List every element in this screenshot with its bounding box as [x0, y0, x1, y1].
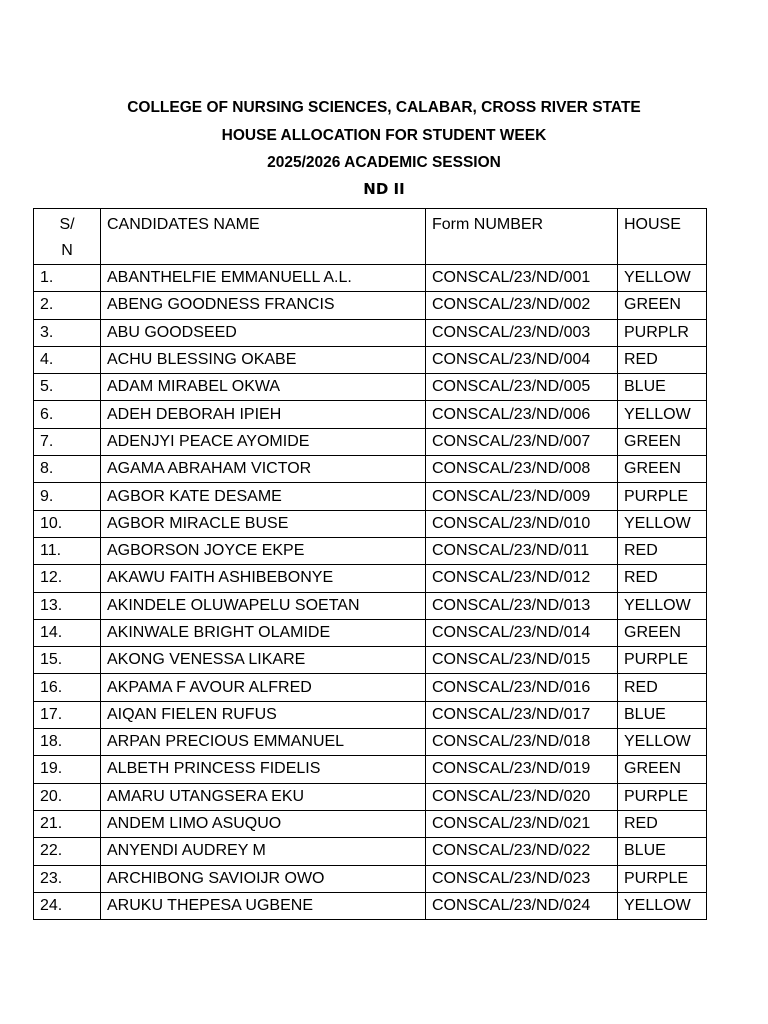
- cell-candidate-name: ARCHIBONG SAVIOIJR OWO: [101, 865, 426, 892]
- cell-form-number: CONSCAL/23/ND/003: [426, 319, 618, 346]
- table-row: [34, 647, 707, 674]
- cell-sn: 24.: [34, 892, 101, 919]
- cell-house: RED: [618, 810, 707, 837]
- cell-candidate-name: ADAM MIRABEL OKWA: [101, 374, 426, 401]
- cell-sn: 10.: [34, 510, 101, 537]
- cell-sn: 8.: [34, 456, 101, 483]
- table-row: [34, 729, 707, 756]
- cell-form-number: CONSCAL/23/ND/007: [426, 428, 618, 455]
- cell-candidate-name: ALBETH PRINCESS FIDELIS: [101, 756, 426, 783]
- cell-form-number: CONSCAL/23/ND/010: [426, 510, 618, 537]
- cell-sn: 4.: [34, 346, 101, 373]
- cell-house: YELLOW: [618, 510, 707, 537]
- table-row: [34, 292, 707, 319]
- table-row: [34, 701, 707, 728]
- cell-sn: 11.: [34, 537, 101, 564]
- cell-house: YELLOW: [618, 592, 707, 619]
- cell-house: RED: [618, 674, 707, 701]
- cell-house: PURPLR: [618, 319, 707, 346]
- cell-sn: 18.: [34, 729, 101, 756]
- table-header: [34, 209, 707, 265]
- table-row: [34, 401, 707, 428]
- cell-house: YELLOW: [618, 265, 707, 292]
- cell-house: RED: [618, 346, 707, 373]
- cell-candidate-name: AKINDELE OLUWAPELU SOETAN: [101, 592, 426, 619]
- cell-form-number: CONSCAL/23/ND/005: [426, 374, 618, 401]
- cell-candidate-name: AKAWU FAITH ASHIBEBONYE: [101, 565, 426, 592]
- table-row: [34, 565, 707, 592]
- cell-form-number: CONSCAL/23/ND/024: [426, 892, 618, 919]
- cell-candidate-name: AGBORSON JOYCE EKPE: [101, 537, 426, 564]
- cell-house: BLUE: [618, 374, 707, 401]
- table-header-row: [34, 209, 707, 265]
- column-header-sn-line2: N: [61, 242, 73, 259]
- cell-sn: 19.: [34, 756, 101, 783]
- cell-form-number: CONSCAL/23/ND/001: [426, 265, 618, 292]
- cell-candidate-name: ADENJYI PEACE AYOMIDE: [101, 428, 426, 455]
- cell-candidate-name: ADEH DEBORAH IPIEH: [101, 401, 426, 428]
- cell-form-number: CONSCAL/23/ND/021: [426, 810, 618, 837]
- cell-sn: 21.: [34, 810, 101, 837]
- cell-house: GREEN: [618, 756, 707, 783]
- column-header-sn: [34, 209, 101, 265]
- cell-house: RED: [618, 565, 707, 592]
- cell-candidate-name: AGBOR KATE DESAME: [101, 483, 426, 510]
- table-row: [34, 265, 707, 292]
- cell-house: BLUE: [618, 701, 707, 728]
- cell-form-number: CONSCAL/23/ND/008: [426, 456, 618, 483]
- cell-sn: 14.: [34, 619, 101, 646]
- cell-candidate-name: ANYENDI AUDREY M: [101, 838, 426, 865]
- cell-sn: 20.: [34, 783, 101, 810]
- cell-sn: 22.: [34, 838, 101, 865]
- cell-candidate-name: AGAMA ABRAHAM VICTOR: [101, 456, 426, 483]
- house-allocation-table: [33, 208, 707, 920]
- cell-candidate-name: ACHU BLESSING OKABE: [101, 346, 426, 373]
- cell-house: PURPLE: [618, 647, 707, 674]
- column-header-form-number: Form NUMBER: [426, 209, 618, 265]
- table-row: [34, 510, 707, 537]
- table-row: [34, 892, 707, 919]
- table-row: [34, 483, 707, 510]
- cell-form-number: CONSCAL/23/ND/014: [426, 619, 618, 646]
- cell-house: BLUE: [618, 838, 707, 865]
- cell-candidate-name: AKPAMA F AVOUR ALFRED: [101, 674, 426, 701]
- cell-candidate-name: AMARU UTANGSERA EKU: [101, 783, 426, 810]
- table-row: [34, 674, 707, 701]
- column-header-sn-line1: S/: [59, 216, 75, 233]
- table-row: [34, 783, 707, 810]
- document-subtitle: HOUSE ALLOCATION FOR STUDENT WEEK: [221, 126, 547, 144]
- column-header-name: CANDIDATES NAME: [101, 209, 426, 265]
- cell-form-number: CONSCAL/23/ND/018: [426, 729, 618, 756]
- cell-sn: 13.: [34, 592, 101, 619]
- cell-form-number: CONSCAL/23/ND/022: [426, 838, 618, 865]
- cell-candidate-name: ABENG GOODNESS FRANCIS: [101, 292, 426, 319]
- academic-session: 2025/2026 ACADEMIC SESSION: [267, 154, 501, 171]
- cell-candidate-name: ABU GOODSEED: [101, 319, 426, 346]
- cell-house: RED: [618, 537, 707, 564]
- cell-house: GREEN: [618, 428, 707, 455]
- cell-form-number: CONSCAL/23/ND/002: [426, 292, 618, 319]
- cell-candidate-name: ARUKU THEPESA UGBENE: [101, 892, 426, 919]
- table-row: [34, 838, 707, 865]
- table-row: [34, 865, 707, 892]
- cell-house: GREEN: [618, 619, 707, 646]
- column-header-house: HOUSE: [618, 209, 707, 265]
- cell-form-number: CONSCAL/23/ND/019: [426, 756, 618, 783]
- table-row: [34, 374, 707, 401]
- cell-sn: 2.: [34, 292, 101, 319]
- table-row: [34, 619, 707, 646]
- cell-sn: 9.: [34, 483, 101, 510]
- table-body: [34, 265, 707, 920]
- cell-form-number: CONSCAL/23/ND/012: [426, 565, 618, 592]
- cell-candidate-name: AGBOR MIRACLE BUSE: [101, 510, 426, 537]
- document-header: [0, 94, 768, 201]
- cell-form-number: CONSCAL/23/ND/016: [426, 674, 618, 701]
- cell-form-number: CONSCAL/23/ND/011: [426, 537, 618, 564]
- cell-form-number: CONSCAL/23/ND/009: [426, 483, 618, 510]
- cell-form-number: CONSCAL/23/ND/020: [426, 783, 618, 810]
- table-row: [34, 346, 707, 373]
- cell-sn: 6.: [34, 401, 101, 428]
- cell-candidate-name: AKONG VENESSA LIKARE: [101, 647, 426, 674]
- cell-house: PURPLE: [618, 783, 707, 810]
- table-row: [34, 319, 707, 346]
- cell-sn: 17.: [34, 701, 101, 728]
- cell-sn: 3.: [34, 319, 101, 346]
- cell-candidate-name: AKINWALE BRIGHT OLAMIDE: [101, 619, 426, 646]
- class-level: ND II: [363, 179, 405, 198]
- cell-sn: 15.: [34, 647, 101, 674]
- table-row: [34, 810, 707, 837]
- cell-form-number: CONSCAL/23/ND/004: [426, 346, 618, 373]
- table-row: [34, 592, 707, 619]
- cell-form-number: CONSCAL/23/ND/023: [426, 865, 618, 892]
- cell-house: PURPLE: [618, 483, 707, 510]
- cell-candidate-name: ANDEM LIMO ASUQUO: [101, 810, 426, 837]
- cell-house: YELLOW: [618, 401, 707, 428]
- table-row: [34, 456, 707, 483]
- cell-sn: 7.: [34, 428, 101, 455]
- cell-candidate-name: ABANTHELFIE EMMANUELL A.L.: [101, 265, 426, 292]
- cell-form-number: CONSCAL/23/ND/006: [426, 401, 618, 428]
- cell-house: GREEN: [618, 456, 707, 483]
- cell-house: YELLOW: [618, 729, 707, 756]
- cell-sn: 16.: [34, 674, 101, 701]
- cell-sn: 5.: [34, 374, 101, 401]
- cell-candidate-name: ARPAN PRECIOUS EMMANUEL: [101, 729, 426, 756]
- cell-house: PURPLE: [618, 865, 707, 892]
- cell-sn: 23.: [34, 865, 101, 892]
- institution-title: COLLEGE OF NURSING SCIENCES, CALABAR, CROSS RIVER STATE: [127, 99, 641, 116]
- table-row: [34, 428, 707, 455]
- cell-house: YELLOW: [618, 892, 707, 919]
- cell-form-number: CONSCAL/23/ND/015: [426, 647, 618, 674]
- table-row: [34, 756, 707, 783]
- table-row: [34, 537, 707, 564]
- cell-sn: 12.: [34, 565, 101, 592]
- cell-form-number: CONSCAL/23/ND/017: [426, 701, 618, 728]
- cell-candidate-name: AIQAN FIELEN RUFUS: [101, 701, 426, 728]
- cell-form-number: CONSCAL/23/ND/013: [426, 592, 618, 619]
- cell-house: GREEN: [618, 292, 707, 319]
- cell-sn: 1.: [34, 265, 101, 292]
